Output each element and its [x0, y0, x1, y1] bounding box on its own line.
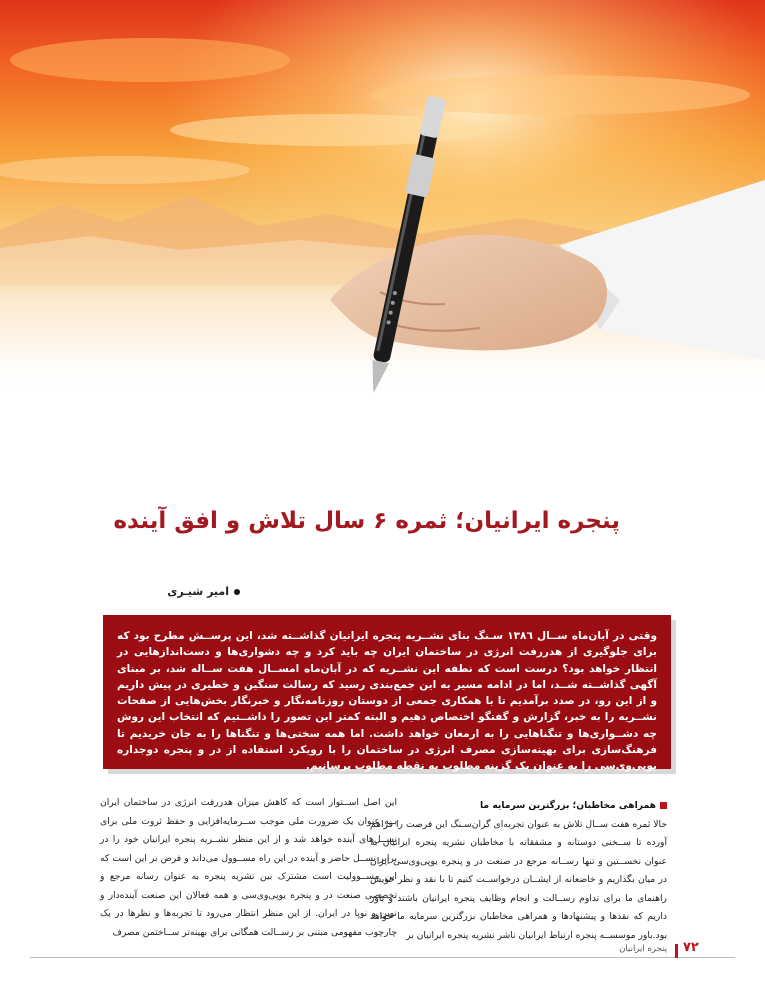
- footer-divider: [30, 957, 735, 958]
- section-heading: [370, 797, 667, 816]
- article-title: پنجره ایرانیان؛ ثمره ۶ سال تلاش و افق آینده: [113, 508, 620, 534]
- hero-image: [0, 0, 765, 470]
- section-heading-text: همراهی مخاطبان؛ بزرگترین سرمایه ما: [479, 800, 656, 811]
- author-name: امیر شیـری: [167, 585, 229, 598]
- page-number: ۷۲: [683, 940, 699, 955]
- column-left-text: این اصل اســتوار است که کاهش میزان هدررفت انرژی در ساختمان ایران بــه عنوان یک ضرورت ملی موجب ســرمایه‌افزایی و حفظ ثروت ملی برای نســل‌های آینده خواهد شد و از این منظر نشــریه پنجره ایرانیان خود را در برابر نســل حاضر و آینده در این راه مســوول می‌داند و فرض بر این است که این مســوولیت است مشترک بین نشریه پنجره به عنوان رسانه مرجع و تخصصی صنعت در و پنجره یوپی‌وی‌سی و همه فعالان این صنعت آینده‌دار و نوین و نوپا در ایران. از این منظر انتظار می‌رود تا تجربه‌ها و نظرها در یک چارچوب مفهومی مبتنی بر رســالت همگانی برای بهینه‌تر ســاختمن مصرف: [100, 797, 397, 938]
- bullet-icon: [234, 589, 240, 595]
- author-byline: [167, 585, 240, 598]
- publication-name: پنجره ایرانیان: [619, 944, 667, 954]
- footer-accent-mark: [675, 944, 678, 958]
- body-column-left: [100, 794, 397, 942]
- column-right-text: حالا ثمره هفت ســال تلاش به عنوان تجربه‌ای گران‌سـنگ این فرصت را فراهم آورده تا ســخنی دوستانه و مشفقانه با مخاطبان نشریه پنجره ایرانیان به عنوان نخســتین و تنها رســانه مرجع در صنعت در و پنجره یوپی‌وی‌سی ایران در میان بگذاریم و خاضعانه از ایشــان درخواســت کنیم تا با نقد و نظر خویش راهنمای ما برای تداوم رســالت و انجام وظایف پنجره ایرانیان باشند و باور داریم که نقدها و پیشنهادها و همراهی مخاطبان بزرگترین سرمایه ما خواهد بود.باور موسســه پنجره ارتباط ایرانیان ناشر نشریه پنجره ایرانیان بر: [370, 818, 667, 941]
- hand-holding-pen-icon: [0, 0, 765, 470]
- body-column-right: [370, 797, 667, 945]
- square-bullet-icon: [660, 802, 667, 809]
- lead-paragraph: وقتی در آبان‌ماه ســال ۱۳۸٦ سـنگ بنای نشــریه پنجره ایرانیان گذاشــته شد، این پرســش مطرح بود که برای جلوگیری از هدررفت انرژی در ساختمان ایران چه باید کرد و چه دشواری‌ها و دست‌اندازهایی در انتظار خواهد بود؟ درست است که نطفه این نشــریه که در آبان‌ماه امســال هفت ســاله شد، بر مبنای آگهی گذاشــته شــد، اما در ادامه مسیر به این جمع‌بندی رسید که رسالت سنگین و خطیری در پیش داریم و از این رو، در صدد برآمدیم تا با همکاری جمعی از دوستان روزنامه‌نگار و خبرنگار بخش‌هایی از صفحات نشــریه را به خبر، گزارش و گفتگو اختصاص دهیم و البته کمتر این تصور را داشــتیم که انتخاب این روش چه دشــواری‌ها و تنگناهایی را به ارمغان خواهد داشت. اما همه سختی‌ها و تنگناها را به جان خریدیم تا فرهنگ‌سازی برای بهینه‌سازی مصرف انرژی در ساختمان را با رویکرد استفاده از در و پنجره دوجداره یوپی‌وی‌سی را به عنوان یک گزینه مطلوب به نقطه مطلوب برسانیم.: [103, 615, 671, 769]
